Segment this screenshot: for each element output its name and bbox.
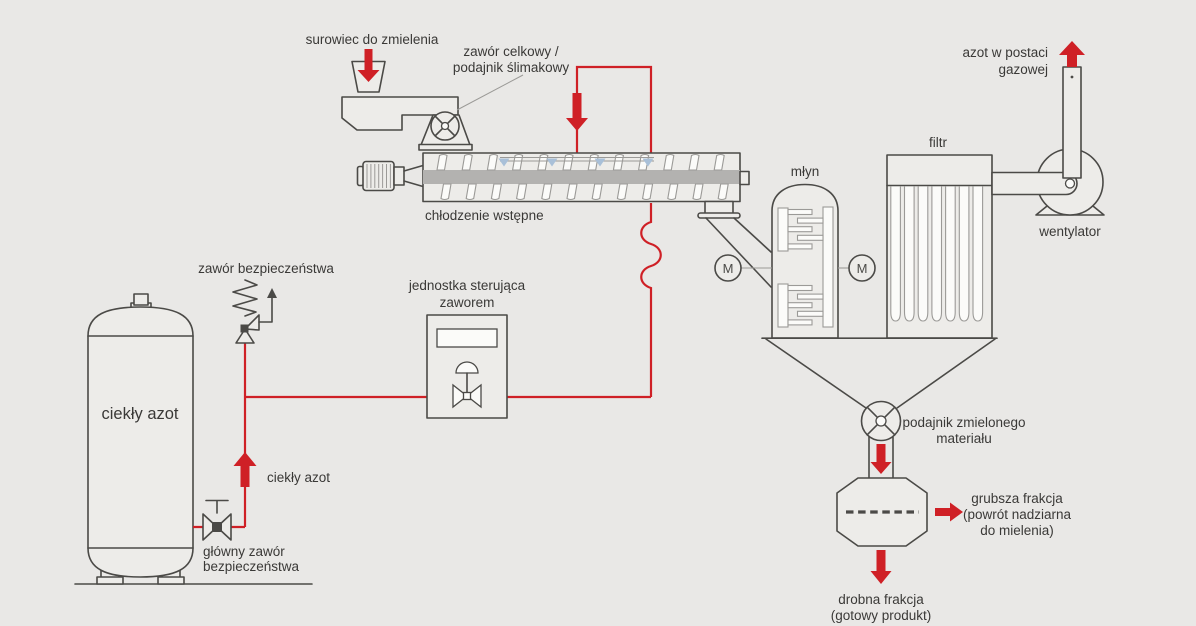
filter-bag	[959, 187, 969, 322]
coupling-line-2	[404, 181, 423, 187]
control-unit-label-1: jednostka sterująca	[408, 278, 526, 293]
conveyor-outlet	[705, 202, 733, 214]
neck-arrow-head-icon	[871, 462, 892, 474]
tank-leg-right-base	[158, 577, 184, 584]
filter-bag	[946, 187, 956, 322]
mill-tooth-left	[788, 286, 812, 291]
coarse-fraction-label-1: grubsza frakcja	[971, 491, 1063, 506]
coarse-arrow-head-icon	[950, 503, 963, 522]
filter	[887, 135, 992, 338]
mill-bar-left-lower	[778, 284, 788, 327]
filter-bag	[891, 187, 901, 322]
pipe-tank-riser	[193, 343, 245, 527]
coarse-fraction-label-3: do mielenia)	[980, 523, 1054, 538]
mill-tooth-left	[788, 227, 812, 232]
mill-tooth-right	[798, 294, 824, 299]
up-arrow-head-icon	[234, 452, 257, 466]
feeder-hub	[876, 416, 886, 426]
main-valve-label-1: główny zawór	[203, 544, 285, 559]
filter-bag	[932, 187, 942, 322]
coarse-arrow-icon	[935, 508, 950, 516]
ground-material-feeder	[862, 402, 1026, 479]
nitrogen-gas-label-2: gazowej	[998, 62, 1048, 77]
motor-left-label: M	[722, 261, 734, 276]
hopper-wall-right	[897, 339, 995, 408]
motor-right-label: M	[856, 261, 868, 276]
main-safety-valve	[203, 501, 300, 575]
filter-bag	[973, 187, 983, 322]
down-arrow-head-icon	[566, 118, 588, 131]
cell-valve-label-2: podajnik ślimakowy	[452, 60, 570, 75]
raw-material-feeder	[306, 32, 570, 150]
fine-fraction-label-2: (gotowy produkt)	[830, 608, 932, 623]
tank-cap	[134, 294, 148, 305]
fan-hub	[1066, 179, 1075, 188]
relief-outlet-arrow-icon	[267, 288, 277, 298]
flow-arrow-spray	[566, 93, 588, 131]
outlet-flange	[698, 213, 740, 218]
screw-conveyor	[358, 153, 772, 287]
filter-bag	[918, 187, 928, 322]
conveyor-shaft	[423, 170, 740, 184]
up-arrow-icon	[241, 466, 250, 487]
fine-arrow-icon	[877, 550, 886, 571]
valve-center	[212, 522, 222, 532]
down-arrow-icon	[573, 93, 582, 118]
tank-body	[88, 307, 193, 577]
motor-coupling	[394, 167, 404, 185]
raw-material-label: surowiec do zmielenia	[305, 32, 439, 47]
liquid-nitrogen-tank	[88, 294, 193, 584]
relief-valve-seat	[241, 325, 249, 333]
conveyor-motor	[358, 162, 424, 191]
main-valve-label-2: bezpieczeństwa	[203, 559, 300, 574]
mill-tooth-right	[798, 218, 824, 223]
filter-bags	[891, 187, 983, 322]
filter-bag	[905, 187, 915, 322]
safety-valve-label: zawór bezpieczeństwa	[198, 261, 334, 276]
fan-label: wentylator	[1039, 224, 1101, 239]
control-unit-label-2: zaworem	[439, 295, 495, 310]
label-leader-line	[457, 75, 523, 110]
control-unit-display	[437, 329, 497, 347]
gas-arrow-head-icon	[1059, 41, 1085, 55]
nitrogen-gas-label-1: azot w postaci	[962, 45, 1048, 60]
mill-motor-right	[838, 255, 875, 281]
neck-arrow-icon	[877, 444, 886, 462]
gas-arrow-icon	[1067, 53, 1077, 67]
mill-tooth-left	[788, 244, 812, 249]
motor-hatch	[367, 164, 390, 188]
pipe-flexible-coil	[641, 203, 661, 397]
mill-tooth-left	[788, 320, 812, 325]
feeder-flange	[419, 145, 472, 151]
mill-bar-left-upper	[778, 208, 788, 251]
chute-line-2	[734, 218, 771, 252]
collection-hopper	[762, 338, 997, 408]
chimney	[1063, 67, 1081, 178]
control-valve-center	[464, 393, 471, 400]
liquid-nitrogen-line-label: ciekły azot	[267, 470, 331, 485]
fine-arrow-head-icon	[871, 571, 892, 584]
pipe-spray-supply	[577, 67, 651, 160]
tank-leg-left-base	[97, 577, 123, 584]
ground-feeder-label-2: materiału	[936, 431, 992, 446]
mill-bar-right	[823, 207, 833, 327]
mill-tooth-left	[788, 210, 812, 215]
flow-arrow-liquid-nitrogen	[234, 452, 331, 487]
cell-valve-label-1: zawór celkowy /	[463, 44, 559, 59]
mill-label: młyn	[790, 164, 820, 179]
mill-tooth-left	[788, 303, 812, 308]
coupling-line-1	[404, 166, 423, 172]
pre-cooling-label: chłodzenie wstępne	[425, 208, 544, 223]
hopper-wall-left	[766, 339, 866, 408]
shaft-end-stub	[740, 172, 749, 185]
rotor-hub	[442, 123, 449, 130]
raw-material-arrow-icon	[365, 49, 373, 70]
safety-valve	[198, 261, 334, 343]
mill-tooth-right	[798, 311, 824, 316]
ground-feeder-label-1: podajnik zmielonego	[902, 415, 1026, 430]
tank-label: ciekły azot	[101, 405, 179, 423]
fine-fraction-label-1: drobna frakcja	[838, 592, 924, 607]
coarse-fraction-label-2: (powrót nadziarna	[962, 507, 1072, 522]
separator	[831, 478, 1072, 623]
chimney-dot	[1071, 76, 1074, 79]
relief-outlet-line	[259, 297, 272, 322]
filter-label: filtr	[929, 135, 947, 150]
valve-spring	[233, 280, 257, 316]
mill-tooth-right	[798, 235, 824, 240]
